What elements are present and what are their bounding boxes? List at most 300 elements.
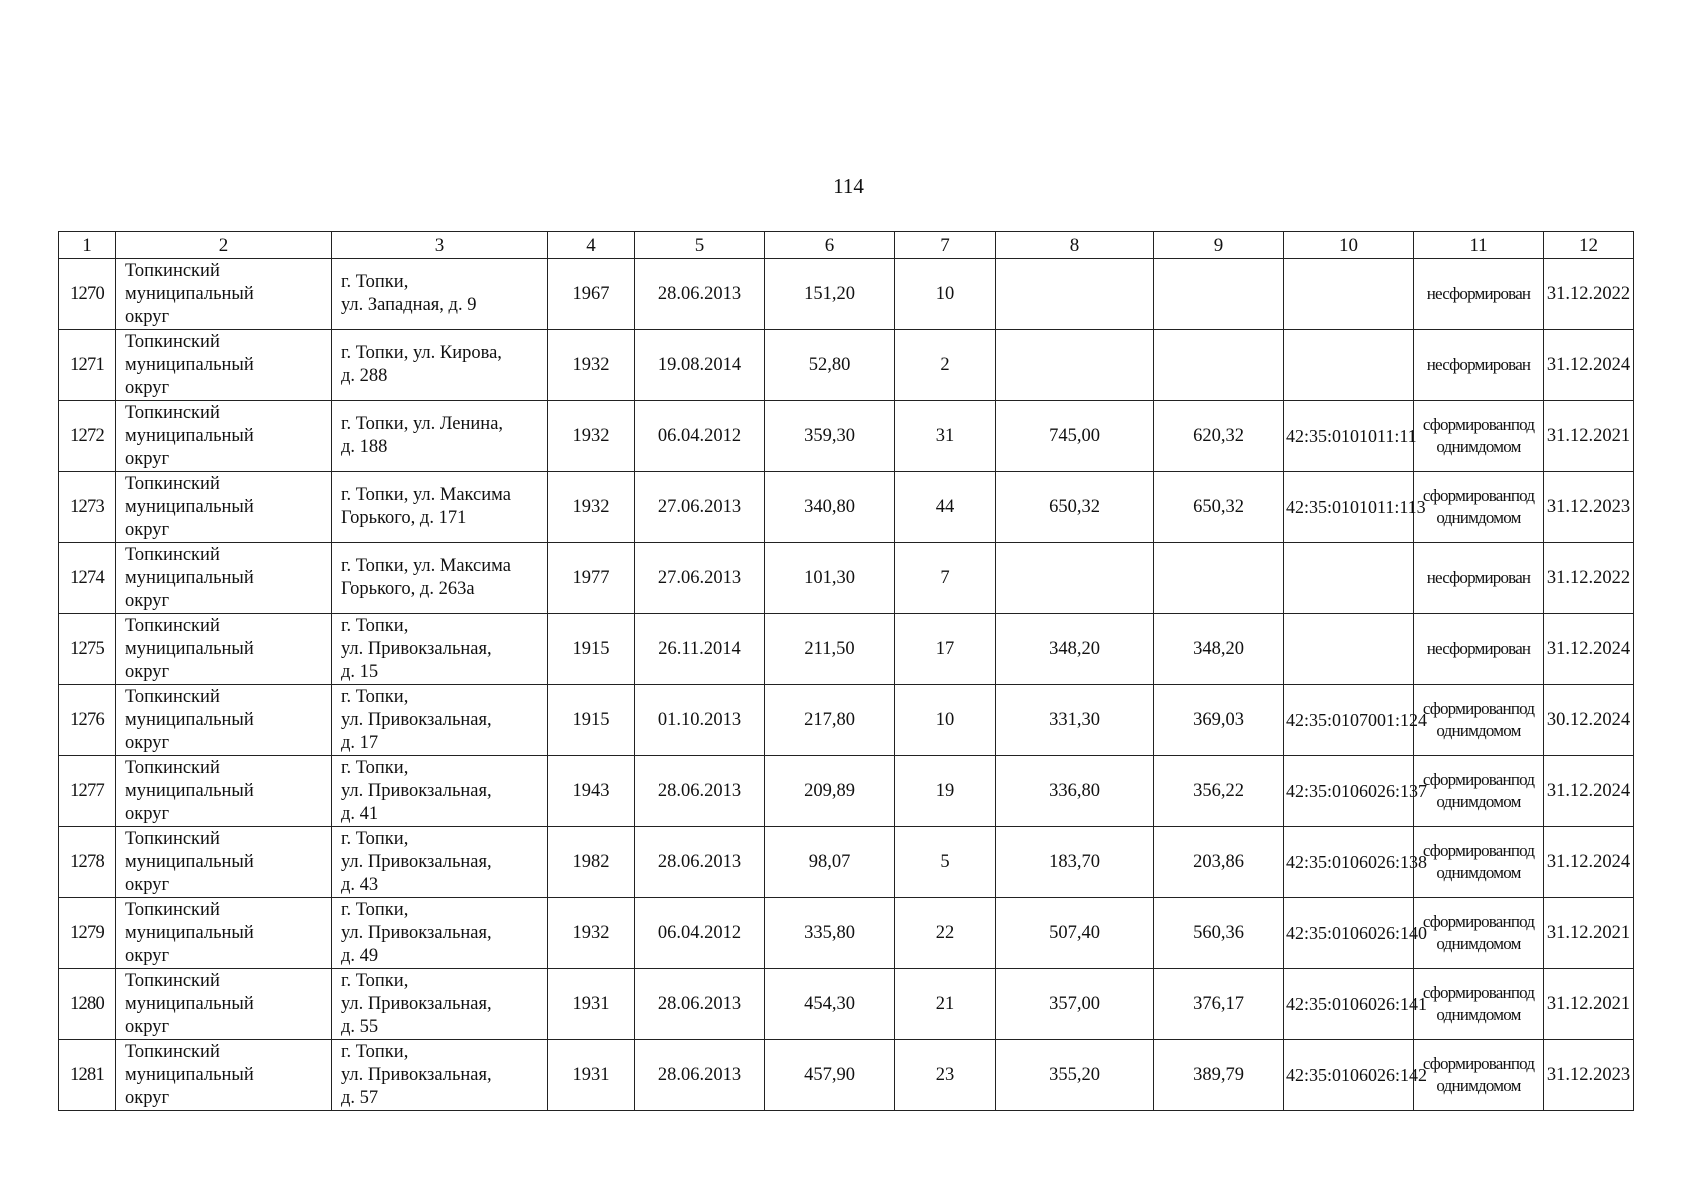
record-number-cell: 1271 [59, 330, 116, 401]
column-number-cell: 12 [1544, 232, 1634, 259]
area-cell: 340,80 [765, 472, 895, 543]
date-cell: 27.06.2013 [635, 472, 765, 543]
cell-line: 0106026:141 [1332, 993, 1428, 1014]
residents-count-cell: 23 [895, 1040, 996, 1111]
area-cell: 217,80 [765, 685, 895, 756]
land-area-cell: 357,00 [996, 969, 1154, 1040]
cell-line: 42:35: [1286, 496, 1333, 517]
land-status-cell [1414, 1040, 1544, 1111]
cell-line: округ [125, 590, 170, 611]
cell-line: домом [1478, 792, 1521, 811]
residents-count-cell: 21 [895, 969, 996, 1040]
cell-line: не [1426, 354, 1443, 374]
column-number-cell: 4 [548, 232, 635, 259]
date-cell: 26.11.2014 [635, 614, 765, 685]
land-area-2-cell: 376,17 [1154, 969, 1284, 1040]
year-built-cell: 1932 [548, 401, 635, 472]
cell-line: 0106026:140 [1332, 922, 1428, 943]
deadline-cell [1544, 401, 1634, 472]
year-built-cell: 1915 [548, 614, 635, 685]
cell-line: ул. Привокзальная, [341, 638, 492, 659]
cell-line: округ [125, 306, 170, 327]
cell-line: сформирован [1442, 283, 1531, 303]
cell-line: Топкинский [125, 686, 220, 707]
land-area-cell [996, 543, 1154, 614]
cell-line: 31.12. [1546, 922, 1594, 943]
cell-line: Топкинский [125, 473, 220, 494]
page-number: 114 [833, 174, 864, 198]
cell-line: сформирован [1442, 638, 1531, 658]
record-number-cell: 1280 [59, 969, 116, 1040]
municipality-cell [116, 614, 332, 685]
cell-line: домом [1478, 1076, 1521, 1095]
land-area-2-cell: 560,36 [1154, 898, 1284, 969]
address-cell [332, 898, 548, 969]
cell-line: ул. Привокзальная, [341, 851, 492, 872]
cell-line: 31.12. [1546, 993, 1594, 1014]
address-cell [332, 259, 548, 330]
cell-line: 31.12. [1546, 780, 1594, 801]
cell-line: сформирован [1422, 414, 1511, 434]
residents-count-cell: 2 [895, 330, 996, 401]
land-area-cell: 507,40 [996, 898, 1154, 969]
year-built-cell: 1932 [548, 330, 635, 401]
cell-line: 2023 [1593, 496, 1631, 517]
cell-line: 31.12. [1546, 354, 1594, 375]
land-area-cell: 650,32 [996, 472, 1154, 543]
table-row [59, 827, 1634, 898]
date-cell: 06.04.2012 [635, 401, 765, 472]
cell-line: под одним [1436, 414, 1535, 456]
cell-line: Топкинский [125, 260, 220, 281]
cell-line: г. Топки, ул. Максима [341, 556, 511, 576]
land-area-cell: 355,20 [996, 1040, 1154, 1111]
cell-line: Топкинский [125, 757, 220, 778]
cell-line: муниципальный [125, 567, 254, 588]
land-status-cell [1414, 543, 1544, 614]
cell-line: 2023 [1593, 1064, 1631, 1085]
table-row [59, 756, 1634, 827]
area-cell: 211,50 [765, 614, 895, 685]
cell-line: муниципальный [125, 1064, 254, 1085]
land-area-cell: 336,80 [996, 756, 1154, 827]
cell-line: домом [1478, 508, 1521, 527]
cell-line: домом [1478, 437, 1521, 456]
cell-line: Топкинский [125, 1041, 220, 1062]
record-number-cell: 1276 [59, 685, 116, 756]
column-number-cell: 10 [1284, 232, 1414, 259]
cell-line: муниципальный [125, 354, 254, 375]
date-cell: 01.10.2013 [635, 685, 765, 756]
year-built-cell: 1967 [548, 259, 635, 330]
municipality-cell [116, 330, 332, 401]
deadline-cell [1544, 969, 1634, 1040]
deadline-cell [1544, 543, 1634, 614]
address-cell [332, 401, 548, 472]
land-status-cell [1414, 330, 1544, 401]
cadastral-number-cell [1284, 614, 1414, 685]
cell-line: округ [125, 1087, 170, 1108]
cell-line: 42:35: [1286, 851, 1333, 872]
land-area-2-cell [1154, 259, 1284, 330]
cell-line: сформирован [1422, 769, 1511, 789]
area-cell: 52,80 [765, 330, 895, 401]
cell-line: ул. Привокзальная, [341, 780, 492, 801]
cell-line: ул. Привокзальная, [341, 922, 492, 943]
residents-count-cell: 10 [895, 685, 996, 756]
cell-line: г. Топки, [341, 970, 409, 991]
year-built-cell: 1931 [548, 1040, 635, 1111]
column-number-cell: 3 [332, 232, 548, 259]
municipality-cell [116, 827, 332, 898]
deadline-cell [1544, 330, 1634, 401]
cell-line: г. Топки, ул. Максима [341, 485, 511, 505]
record-number-cell: 1272 [59, 401, 116, 472]
record-number-cell: 1277 [59, 756, 116, 827]
cell-line: г. Топки, [341, 828, 409, 849]
municipality-cell [116, 401, 332, 472]
table-row [59, 330, 1634, 401]
cell-line: 0106026:142 [1332, 1064, 1428, 1085]
cell-line: г. Топки, [341, 272, 409, 292]
cell-line: округ [125, 377, 170, 398]
address-cell [332, 685, 548, 756]
year-built-cell: 1977 [548, 543, 635, 614]
deadline-cell [1544, 685, 1634, 756]
land-status-cell [1414, 259, 1544, 330]
cell-line: д. 41 [341, 803, 379, 824]
cell-line: под одним [1436, 982, 1535, 1024]
municipality-cell [116, 969, 332, 1040]
date-cell: 27.06.2013 [635, 543, 765, 614]
land-area-2-cell [1154, 543, 1284, 614]
cadastral-number-cell [1284, 259, 1414, 330]
cell-line: 31.12. [1546, 1064, 1594, 1085]
date-cell: 19.08.2014 [635, 330, 765, 401]
housing-registry-table [58, 231, 1634, 1111]
cadastral-number-cell [1284, 898, 1428, 969]
cell-line: 2024 [1593, 638, 1631, 659]
cadastral-number-cell [1284, 827, 1428, 898]
cell-line: 2021 [1593, 922, 1631, 943]
deadline-cell [1544, 898, 1634, 969]
column-number-cell: 8 [996, 232, 1154, 259]
land-area-2-cell: 348,20 [1154, 614, 1284, 685]
land-area-2-cell: 203,86 [1154, 827, 1284, 898]
deadline-cell [1544, 259, 1634, 330]
land-area-cell: 331,30 [996, 685, 1154, 756]
cell-line: муниципальный [125, 425, 254, 446]
area-cell: 101,30 [765, 543, 895, 614]
date-cell: 28.06.2013 [635, 1040, 765, 1111]
area-cell: 359,30 [765, 401, 895, 472]
cell-line: округ [125, 874, 170, 895]
cell-line: 31.12. [1546, 496, 1594, 517]
cell-line: 2022 [1593, 283, 1631, 304]
address-cell [332, 543, 548, 614]
cell-line: округ [125, 945, 170, 966]
cell-line: Топкинский [125, 544, 220, 565]
record-number-cell: 1274 [59, 543, 116, 614]
area-cell: 151,20 [765, 259, 895, 330]
table-row [59, 401, 1634, 472]
address-cell [332, 472, 548, 543]
year-built-cell: 1943 [548, 756, 635, 827]
cell-line: 42:35: [1286, 922, 1333, 943]
area-cell: 335,80 [765, 898, 895, 969]
cell-line: 0106026:138 [1332, 851, 1428, 872]
cell-line: муниципальный [125, 709, 254, 730]
area-cell: 209,89 [765, 756, 895, 827]
cell-line: д. 15 [341, 661, 379, 682]
deadline-cell [1544, 756, 1634, 827]
cell-line: 42:35: [1286, 425, 1333, 446]
cell-line: д. 17 [341, 732, 379, 753]
deadline-cell [1544, 614, 1634, 685]
land-area-2-cell: 356,22 [1154, 756, 1284, 827]
address-cell [332, 756, 548, 827]
cadastral-number-cell [1284, 1040, 1428, 1111]
municipality-cell [116, 259, 332, 330]
column-number-cell: 7 [895, 232, 996, 259]
record-number-cell: 1275 [59, 614, 116, 685]
municipality-cell [116, 756, 332, 827]
cell-line: 0101011:113 [1332, 496, 1426, 517]
cell-line: сформирован [1442, 567, 1531, 587]
residents-count-cell: 19 [895, 756, 996, 827]
cell-line: г. Топки, [341, 1041, 409, 1062]
cell-line: муниципальный [125, 922, 254, 943]
cell-line: муниципальный [125, 496, 254, 517]
cell-line: муниципальный [125, 780, 254, 801]
year-built-cell: 1982 [548, 827, 635, 898]
land-area-cell [996, 330, 1154, 401]
cell-line: ул. Западная, д. 9 [341, 295, 477, 315]
land-area-2-cell: 650,32 [1154, 472, 1284, 543]
municipality-cell [116, 1040, 332, 1111]
land-status-cell [1414, 969, 1544, 1040]
cadastral-number-cell [1284, 543, 1414, 614]
cell-line: муниципальный [125, 993, 254, 1014]
cell-line: Топкинский [125, 331, 220, 352]
cell-line: 2022 [1593, 567, 1631, 588]
cell-line: под одним [1436, 840, 1535, 882]
cell-line: домом [1478, 721, 1521, 740]
year-built-cell: 1932 [548, 472, 635, 543]
cell-line: 31.12. [1546, 567, 1594, 588]
cell-line: 0106026:137 [1332, 780, 1428, 801]
land-status-cell [1414, 472, 1544, 543]
cadastral-number-cell [1284, 401, 1417, 472]
table-row [59, 259, 1634, 330]
cell-line: под одним [1436, 698, 1535, 740]
land-area-cell [996, 259, 1154, 330]
date-cell: 06.04.2012 [635, 898, 765, 969]
cell-line: округ [125, 448, 170, 469]
cell-line: ул. Привокзальная, [341, 709, 492, 730]
deadline-cell [1544, 472, 1634, 543]
cell-line: сформирован [1442, 354, 1531, 374]
deadline-cell [1544, 827, 1634, 898]
cell-line: Горького, д. 263а [341, 579, 475, 599]
table-row [59, 1040, 1634, 1111]
land-status-cell [1414, 401, 1544, 472]
table-row [59, 898, 1634, 969]
area-cell: 457,90 [765, 1040, 895, 1111]
cell-line: округ [125, 732, 170, 753]
column-number-row [59, 232, 1634, 259]
cell-line: домом [1478, 863, 1521, 882]
cadastral-number-cell [1284, 685, 1428, 756]
cell-line: 42:35: [1286, 780, 1333, 801]
land-area-cell: 183,70 [996, 827, 1154, 898]
land-area-cell: 348,20 [996, 614, 1154, 685]
land-area-cell: 745,00 [996, 401, 1154, 472]
cell-line: д. 188 [341, 437, 388, 457]
cell-line: сформирован [1422, 698, 1511, 718]
cell-line: домом [1478, 1005, 1521, 1024]
table-row [59, 543, 1634, 614]
cell-line: 31.12. [1546, 283, 1594, 304]
cell-line: под одним [1436, 911, 1535, 953]
year-built-cell: 1931 [548, 969, 635, 1040]
land-area-2-cell [1154, 330, 1284, 401]
municipality-cell [116, 543, 332, 614]
land-status-cell [1414, 898, 1544, 969]
cell-line: Топкинский [125, 615, 220, 636]
column-number-cell: 2 [116, 232, 332, 259]
column-number-cell: 9 [1154, 232, 1284, 259]
cadastral-number-cell [1284, 472, 1426, 543]
cell-line: г. Топки, ул. Ленина, [341, 414, 504, 434]
residents-count-cell: 10 [895, 259, 996, 330]
cell-line: 2024 [1593, 851, 1631, 872]
cell-line: сформирован [1422, 1053, 1511, 1073]
column-number-cell: 6 [765, 232, 895, 259]
cell-line: округ [125, 519, 170, 540]
cell-line: 2024 [1593, 354, 1631, 375]
cell-line: сформирован [1422, 840, 1511, 860]
address-cell [332, 330, 548, 401]
municipality-cell [116, 685, 332, 756]
deadline-cell [1544, 1040, 1634, 1111]
cell-line: округ [125, 803, 170, 824]
cell-line: 31.12. [1546, 425, 1594, 446]
cell-line: муниципальный [125, 851, 254, 872]
cell-line: 2021 [1593, 425, 1631, 446]
address-cell [332, 614, 548, 685]
cell-line: 42:35: [1286, 993, 1333, 1014]
record-number-cell: 1270 [59, 259, 116, 330]
land-status-cell [1414, 827, 1544, 898]
cell-line: ул. Привокзальная, [341, 1064, 492, 1085]
cell-line: сформирован [1422, 982, 1511, 1002]
area-cell: 454,30 [765, 969, 895, 1040]
cell-line: 31.12. [1546, 638, 1594, 659]
cell-line: Топкинский [125, 970, 220, 991]
residents-count-cell: 22 [895, 898, 996, 969]
area-cell: 98,07 [765, 827, 895, 898]
cell-line: 31.12. [1546, 851, 1594, 872]
cell-line: под одним [1436, 485, 1535, 527]
cell-line: муниципальный [125, 638, 254, 659]
cell-line: 2021 [1593, 993, 1631, 1014]
cell-line: 30.12. [1546, 709, 1594, 730]
land-area-2-cell: 620,32 [1154, 401, 1284, 472]
table-row [59, 685, 1634, 756]
date-cell: 28.06.2013 [635, 827, 765, 898]
land-status-cell [1414, 614, 1544, 685]
table-row [59, 614, 1634, 685]
record-number-cell: 1281 [59, 1040, 116, 1111]
cell-line: д. 288 [341, 366, 388, 386]
land-area-2-cell: 369,03 [1154, 685, 1284, 756]
cell-line: г. Топки, [341, 899, 409, 920]
cell-line: домом [1478, 934, 1521, 953]
residents-count-cell: 7 [895, 543, 996, 614]
cell-line: 0101011:11 [1332, 425, 1417, 446]
column-number-cell: 5 [635, 232, 765, 259]
address-cell [332, 1040, 548, 1111]
cell-line: округ [125, 661, 170, 682]
cell-line: д. 49 [341, 945, 379, 966]
cell-line: г. Топки, [341, 686, 409, 707]
date-cell: 28.06.2013 [635, 969, 765, 1040]
column-number-cell: 11 [1414, 232, 1544, 259]
table-row [59, 969, 1634, 1040]
cadastral-number-cell [1284, 756, 1428, 827]
cell-line: Топкинский [125, 899, 220, 920]
date-cell: 28.06.2013 [635, 259, 765, 330]
cell-line: Топкинский [125, 828, 220, 849]
residents-count-cell: 31 [895, 401, 996, 472]
cell-line: 2024 [1593, 780, 1631, 801]
year-built-cell: 1915 [548, 685, 635, 756]
land-status-cell [1414, 756, 1544, 827]
cell-line: 2024 [1593, 709, 1631, 730]
land-status-cell [1414, 685, 1544, 756]
cell-line: г. Топки, [341, 757, 409, 778]
record-number-cell: 1279 [59, 898, 116, 969]
cadastral-number-cell [1284, 969, 1428, 1040]
cell-line: под одним [1436, 769, 1535, 811]
municipality-cell [116, 472, 332, 543]
record-number-cell: 1273 [59, 472, 116, 543]
municipality-cell [116, 898, 332, 969]
residents-count-cell: 17 [895, 614, 996, 685]
address-cell [332, 969, 548, 1040]
cell-line: округ [125, 1016, 170, 1037]
cell-line: под одним [1436, 1053, 1535, 1095]
cell-line: не [1426, 283, 1443, 303]
residents-count-cell: 5 [895, 827, 996, 898]
cell-line: Горького, д. 171 [341, 508, 467, 528]
date-cell: 28.06.2013 [635, 756, 765, 827]
cadastral-number-cell [1284, 330, 1414, 401]
cell-line: д. 57 [341, 1087, 379, 1108]
cell-line: д. 55 [341, 1016, 379, 1037]
cell-line: 42:35: [1286, 1064, 1333, 1085]
land-area-2-cell: 389,79 [1154, 1040, 1284, 1111]
cell-line: Топкинский [125, 402, 220, 423]
cell-line: не [1426, 638, 1443, 658]
cell-line: г. Топки, ул. Кирова, [341, 343, 502, 363]
cell-line: 0107001:124 [1332, 709, 1428, 730]
address-cell [332, 827, 548, 898]
cell-line: г. Топки, [341, 615, 409, 636]
cell-line: ул. Привокзальная, [341, 993, 492, 1014]
cell-line: сформирован [1422, 911, 1511, 931]
